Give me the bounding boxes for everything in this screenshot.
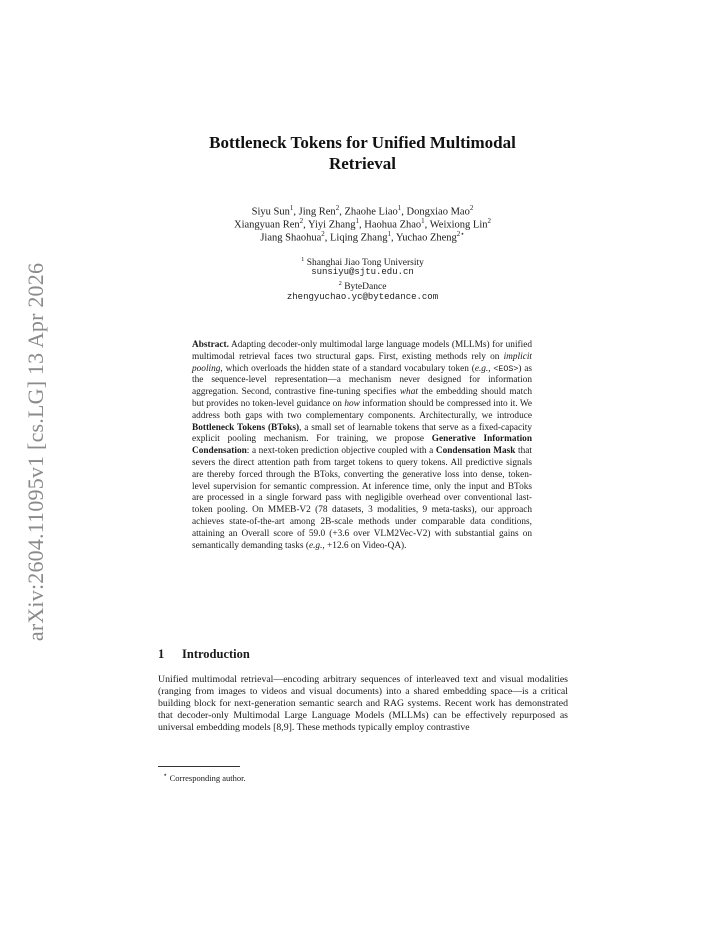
section-heading	[158, 647, 568, 662]
author: Yuchao Zheng	[395, 232, 457, 244]
abstract-emphasis: e.g.	[308, 540, 323, 551]
author: Liqing Zhang	[330, 232, 388, 244]
author: Jing Ren	[298, 206, 336, 218]
abstract-text: , +12.6 on Video-QA).	[322, 540, 407, 551]
abstract	[192, 340, 532, 552]
abstract-text: information should be compressed into it. We address both gaps with two complementary components. Architecturally, we introduce	[192, 398, 533, 421]
abstract-label: Abstract.	[192, 340, 229, 350]
author: Xiangyuan Ren	[234, 219, 300, 231]
abstract-code: <EOS>	[493, 364, 519, 374]
author: Haohua Zhao	[364, 219, 422, 231]
abstract-emphasis: implicit pooling	[192, 351, 532, 374]
affiliation-mark: 2	[338, 280, 342, 287]
author: Yiyi Zhang	[308, 219, 356, 231]
author: Jiang Shaohua	[260, 232, 322, 244]
abstract-text: the embedding should match but provides no token-level guidance on	[192, 387, 532, 409]
author-line-1: Siyu Sun$^1$, Jing Ren$^2$, Zhaohe Liao$^1$, Dongxiao Mao$^2$	[251, 204, 474, 218]
arxiv-identifier: arXiv:2604.11095v1 [cs.LG] 13 Apr 2026	[23, 262, 48, 642]
footnote-rule	[158, 766, 240, 767]
introduction-paragraph: Unified multimodal retrieval—encoding arbitrary sequences of interleaved text and visual modalities (ranging from images to videos and visual documents) into a shared embedding space—is a critical building block for next-generation semantic search and RAG systems. Recent work has demonstrated that decoder-only Multimodal Large Language Models (MLLMs) can be effectively repurposed as universal embedding models [8,9]. These methods typically employ contrastive	[158, 674, 568, 734]
author-affiliation-mark: 2	[469, 204, 474, 212]
author-affiliation-mark: 1	[387, 230, 391, 238]
author: Zhaohe Liao	[344, 206, 398, 218]
footnote-mark: ⋆	[163, 771, 168, 779]
footnote	[163, 770, 246, 783]
author-affiliation-mark: 1	[355, 217, 360, 225]
affiliation-email[interactable]: zhengyuchao.yc@bytedance.com	[286, 292, 439, 302]
author: Weixiong Lin	[429, 219, 488, 231]
author-affiliation-mark: 2	[487, 217, 491, 225]
section-title: Introduction	[182, 647, 250, 661]
author-affiliation-mark: 2	[321, 230, 325, 238]
abstract-emphasis: how	[344, 398, 360, 409]
abstract-text: Adapting decoder-only multimodal large language models (MLLMs) for unified multimodal retrieval faces two structural gaps. First, existing methods rely on	[192, 340, 532, 362]
author: Dongxiao Mao	[406, 206, 470, 218]
affiliation-name: Shanghai Jiao Tong University	[306, 258, 424, 269]
author-line-2: Xiangyuan Ren$^2$, Yiyi Zhang$^1$, Haohua Zhao$^1$, Weixiong Lin$^2$	[234, 217, 491, 231]
abstract-text: ) as the sequence-level representation—a mechanism never designed for information aggregation. Second, contrastive fine-tuning specifies	[192, 363, 532, 398]
affiliation-mark: 1	[301, 256, 305, 263]
abstract-bold: Bottleneck Tokens (BToks)	[192, 422, 300, 433]
abstract-text: , a small set of learnable tokens that serve as a fixed-capacity explicit pooling mechanism. For training, we propose	[192, 422, 532, 445]
author-affiliation-mark: 2	[299, 217, 304, 225]
affiliation-name: ByteDance	[344, 282, 387, 293]
abstract-emphasis: what	[399, 387, 418, 398]
abstract-bold: Generative Information Condensation	[192, 434, 533, 457]
author-affiliation-mark: 1	[289, 204, 294, 212]
abstract-bold: Condensation Mask	[435, 446, 516, 457]
author: Siyu Sun	[251, 206, 290, 218]
author-affiliation-mark: 2⋆	[456, 230, 465, 238]
paper-title: Bottleneck Tokens for Unified Multimodal Retrieval	[209, 133, 516, 173]
section-number: 1	[158, 647, 165, 661]
abstract-text: , which overloads the hidden state of a standard vocabulary token (	[220, 363, 475, 374]
abstract-text: that severs the direct attention path from target tokens to query tokens. All predictive signals are thereby forced through the BToks, converting the generative loss into dense, token-level supervision for semantic compression. At inference time, only the input and BToks are processed in a single forward pass with negligible overhead over conventional last-token pooling. On MMEB-V2 (78 datasets, 3 modalities, 9 meta-tasks), our approach achieves state-of-the-art among 2B-scale methods under comparable data conditions, attaining an Overall score of 59.0 (+3.6 over VLM2Vec-V2) with substantial gains on semantically demanding tasks (	[192, 446, 532, 551]
author-affiliation-mark: 1	[421, 217, 425, 225]
author-affiliation-mark: 1	[397, 204, 402, 212]
author-line-3: Jiang Shaohua$^2$, Liqing Zhang$^1$, Yuchao Zheng$^{2⋆}$	[260, 230, 465, 244]
abstract-emphasis: e.g.	[474, 363, 489, 374]
affiliation-email[interactable]: sunsiyu@sjtu.edu.cn	[311, 267, 414, 277]
author-affiliation-mark: 2	[335, 204, 340, 212]
footnote-text: Corresponding author.	[167, 772, 246, 783]
abstract-text: : a next-token prediction objective coupled with a	[246, 446, 436, 457]
abstract-text: ,	[488, 363, 494, 374]
